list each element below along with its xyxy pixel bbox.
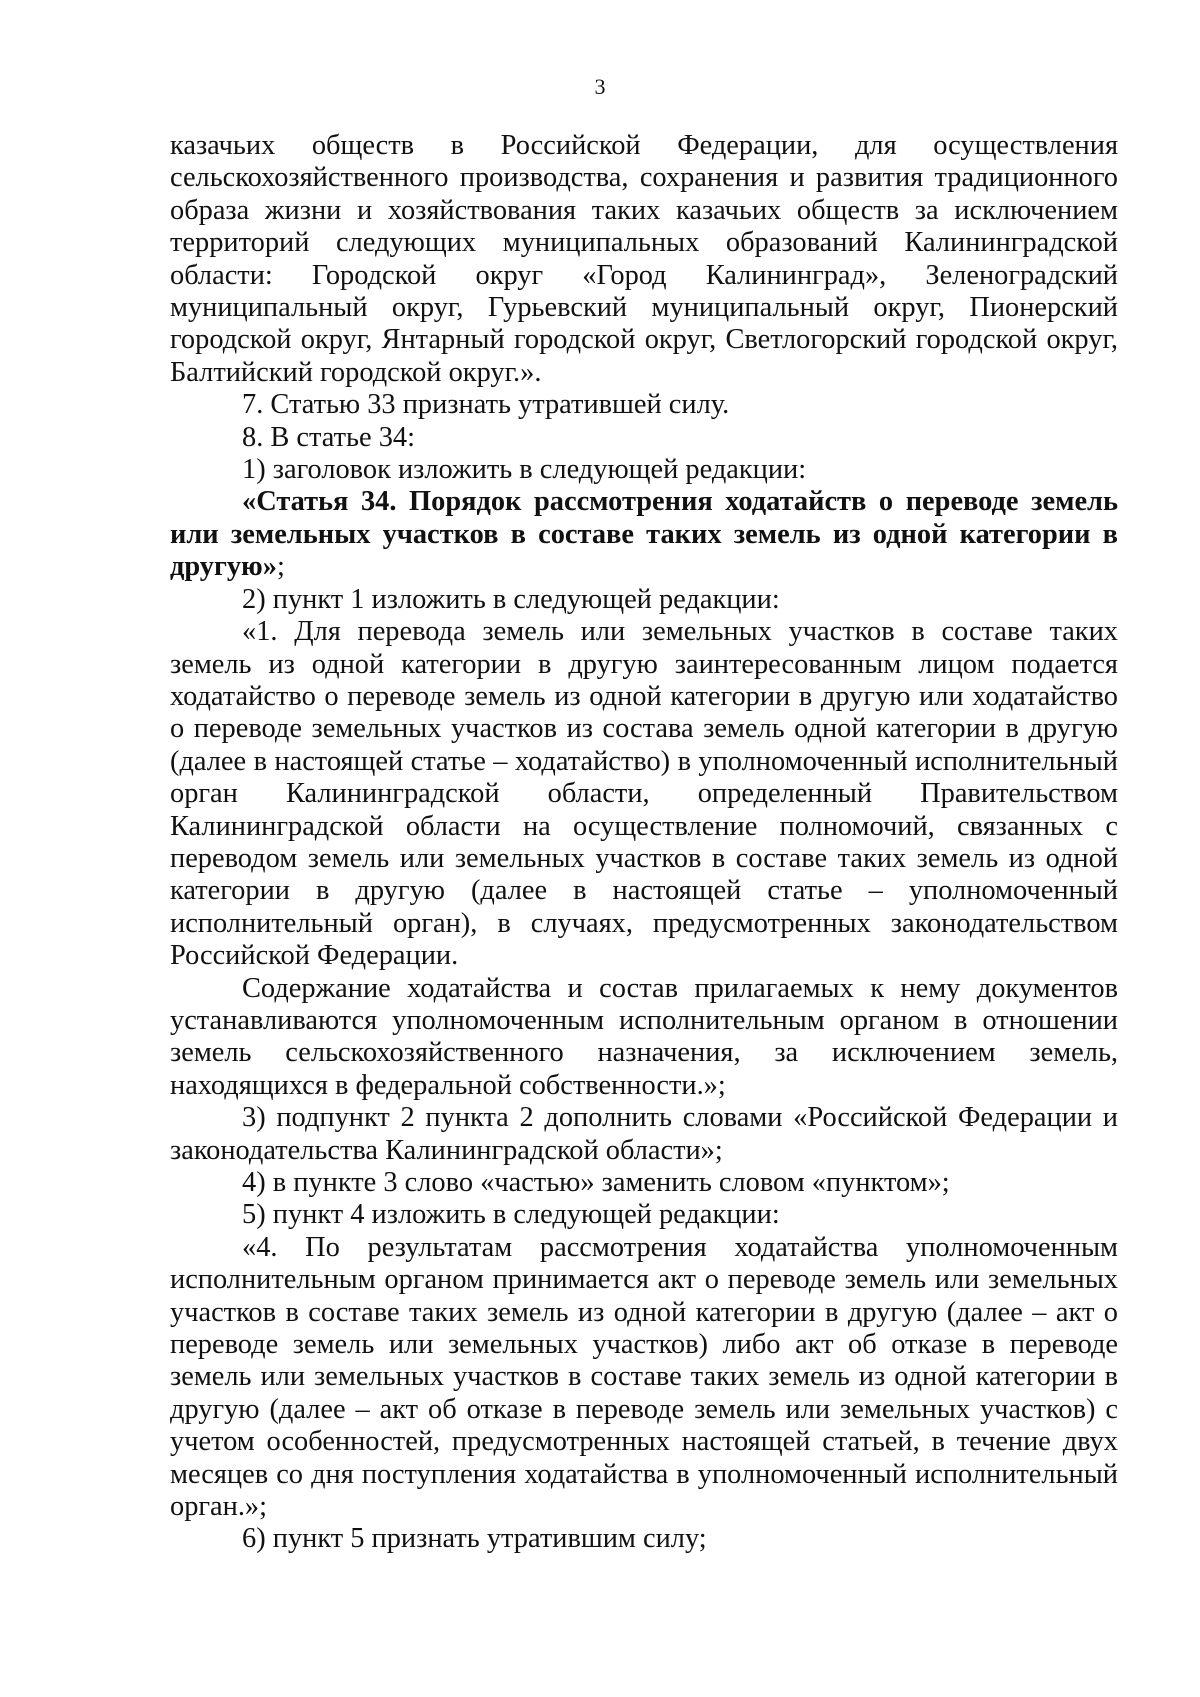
paragraph-item-8: 8. В статье 34:: [242, 421, 415, 453]
paragraph-item-7: 7. Статью 33 признать утратившей силу.: [242, 389, 730, 421]
paragraph-article-34-title: [170, 486, 1118, 583]
paragraph-continuation: казачьих обществ в Российской Федерации, для осуществления сельскохозяйственного производства, сохранения и развития традиционного образа жизни и хозяйствования таких казачьих обществ за исключением территорий следующих муниципальных образований Калининградской области: Городской округ «Город Калининград», Зеленоградский муниципальный округ, Гурьевский муниципальный округ, Пионерский городской округ, Янтарный городской округ, Светлогорский городской округ, Балтийский городской округ.».: [170, 130, 1118, 388]
paragraph-subitem-5: 5) пункт 4 изложить в следующей редакции:: [242, 1199, 780, 1231]
paragraph-subitem-2: 2) пункт 1 изложить в следующей редакции:: [242, 583, 780, 615]
paragraph-clause-1: «1. Для перевода земель или земельных участков в составе таких земель из одной категории в другую заинтересованным лицом подается ходатайство о переводе земель из одной категории в другую или ходатайство о переводе земельных участков из состава земель одной категории в другую (далее в настоящей статье – ходатайство) в уполномоченный исполнительный орган Калининградской области, определенный Правительством Калининградской области на осуществление полномочий, связанных с переводом земель или земельных участков в составе таких земель из одной категории в другую (далее в настоящей статье – уполномоченный исполнительный орган), в случаях, предусмотренных законодательством Российской Федерации.: [170, 616, 1118, 972]
article-34-title-tail: ;: [276, 551, 285, 583]
paragraph-clause-4: «4. По результатам рассмотрения ходатайства уполномоченным исполнительным органом принимается акт о переводе земель или земельных участков в составе таких земель из одной категории в другую (далее – акт о переводе земель или земельных участков) либо акт об отказе в переводе земель или земельных участков в составе таких земель из одной категории в другую (далее – акт об отказе в переводе земель или земельных участков) с учетом особенностей, предусмотренных настоящей статьей, в течение двух месяцев со дня поступления ходатайства в уполномоченный исполнительный орган.»;: [170, 1231, 1118, 1523]
article-34-title: «Статья 34. Порядок рассмотрения ходатайств о переводе земель или земельных участков в составе таких земель из одной категории в другую»: [170, 486, 1118, 583]
paragraph-clause-1-content: Содержание ходатайства и состав прилагаемых к нему документов устанавливаются уполномоченным исполнительным органом в отношении земель сельскохозяйственного назначения, за исключением земель, находящихся в федеральной собственности.»;: [170, 972, 1118, 1101]
paragraph-subitem-4: 4) в пункте 3 слово «частью» заменить словом «пунктом»;: [242, 1167, 950, 1198]
paragraph-subitem-6: 6) пункт 5 признать утратившим силу;: [242, 1523, 707, 1555]
page-number: 3: [594, 74, 606, 99]
paragraph-subitem-3: 3) подпункт 2 пункта 2 дополнить словами «Российской Федерации и законодательства Калининградской области»;: [170, 1102, 1118, 1166]
paragraph-subitem-1: 1) заголовок изложить в следующей редакции:: [242, 454, 807, 486]
document-body: [170, 130, 1118, 1556]
